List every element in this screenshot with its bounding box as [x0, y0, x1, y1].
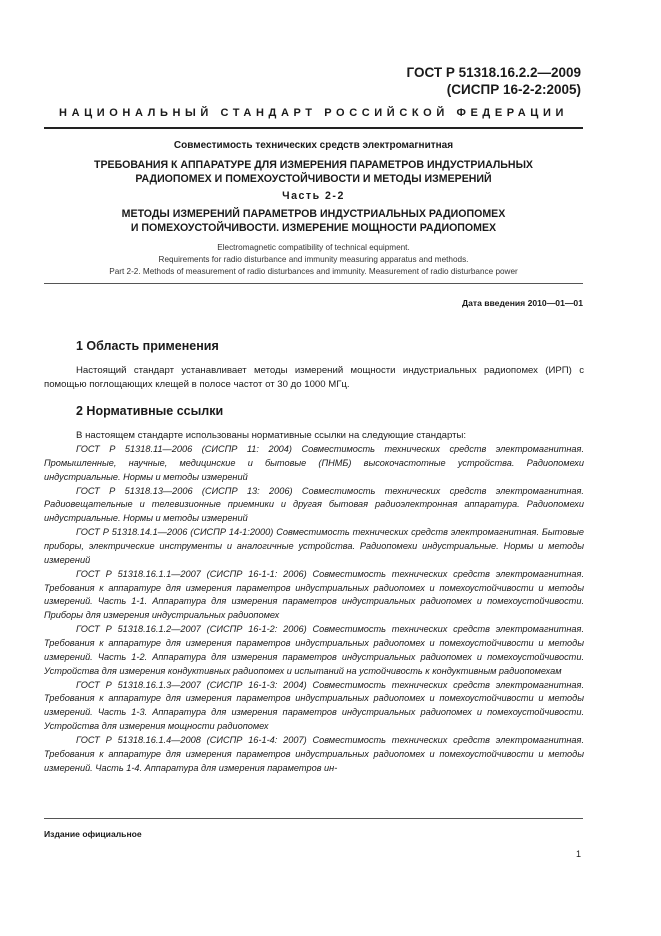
section-heading-references: 2 Нормативные ссылки: [76, 404, 224, 418]
reference-item: ГОСТ Р 51318.16.1.1—2007 (СИСПР 16-1-1: 2006) Совместимость технических средств электромагнитная. Требования к аппаратуре для измерения параметров индустриальных радиопомех и помехоустойчивости и методы измерений. Часть 1-1. Аппаратура для измерения параметров индустриальных радиопомех и помехоустойчивости. Приборы для измерения индустриальных радиопомех: [44, 568, 584, 621]
references-intro: В настоящем стандарте использованы нормативные ссылки на следующие стандарты:: [76, 430, 467, 441]
english-title: [44, 242, 583, 278]
header-divider: [44, 127, 583, 129]
reference-item: ГОСТ Р 51318.16.1.3—2007 (СИСПР 16-1-3: 2004) Совместимость технических средств электромагнитная. Требования к аппаратуре для измерения параметров индустриальных радиопомех и помехоустойчивости и методы измерений. Часть 1-3. Аппаратура для измерения параметров индустриальных радиопомех и помехоустойчивости. Устройства для измерения мощности радиопомех: [44, 679, 584, 732]
doc-number: ГОСТ Р 51318.16.2.2—2009: [406, 65, 581, 80]
reference-item: ГОСТ Р 51318.16.1.2—2007 (СИСПР 16-1-2: 2006) Совместимость технических средств электромагнитная. Требования к аппаратуре для измерения параметров индустриальных радиопомех и помехоустойчивости и методы измерений. Часть 1-2. Аппаратура для измерения параметров индустриальных радиопомех и помехоустойчивости. Устройства для измерения кондуктивных радиопомех и испытаний на устойчивость к кондуктивным радиопомехам: [44, 624, 584, 676]
footer-divider: [44, 818, 583, 819]
section-heading-scope: 1 Область применения: [76, 339, 219, 353]
english-title-line: Part 2-2. Methods of measurement of radio disturbances and immunity. Measurement of radio disturbance power: [109, 267, 518, 276]
compat-title: Совместимость технических средств электромагнитная: [173, 140, 454, 151]
reference-item: ГОСТ Р 51318.14.1—2006 (СИСПР 14-1:2000) Совместимость технических средств электромагнитная. Бытовые приборы, электрические инструменты и аналогичные устройства. Радиопомехи индустриальные. Нормы и методы измерений: [44, 527, 584, 565]
document-code: [407, 64, 582, 98]
scope-paragraph: Настоящий стандарт устанавливает методы измерений мощности индустриальных радиопомех (ИРП) с помощью поглощающих клещей в полосе частот от 30 до 1000 МГц.: [44, 365, 584, 390]
reference-item: ГОСТ Р 51318.11—2006 (СИСПР 11: 2004) Совместимость технических средств электромагнитная. Промышленные, научные, медицинские и бытовые (ПНМБ) высокочастотные устройства. Радиопомехи индустриальные. Нормы и методы измерений: [44, 444, 584, 482]
english-title-line: Electromagnetic compatibility of technical equipment.: [217, 243, 410, 252]
requirements-title-line: РАДИОПОМЕХ И ПОМЕХОУСТОЙЧИВОСТИ И МЕТОДЫ ИЗМЕРЕНИЙ: [135, 173, 492, 185]
page-number: 1: [575, 849, 581, 859]
reference-item: ГОСТ Р 51318.13—2006 (СИСПР 13: 2006) Совместимость технических средств электромагнитная. Радиовещательные и телевизионные приемники и другая бытовая радиоэлектронная аппаратура. Радиопомехи индустриальные. Нормы и методы измерений: [44, 485, 584, 524]
official-edition-label: Издание официальное: [44, 829, 142, 839]
national-standard-banner: НАЦИОНАЛЬНЫЙ СТАНДАРТ РОССИЙСКОЙ ФЕДЕРАЦИИ: [59, 107, 568, 119]
english-title-line: Requirements for radio disturbance and immunity measuring apparatus and methods.: [158, 255, 469, 264]
requirements-title-line: ТРЕБОВАНИЯ К АППАРАТУРЕ ДЛЯ ИЗМЕРЕНИЯ ПАРАМЕТРОВ ИНДУСТРИАЛЬНЫХ: [93, 159, 534, 171]
introduction-date: Дата введения 2010—01—01: [461, 298, 583, 308]
cispr-number: (СИСПР 16-2-2:2005): [446, 82, 581, 97]
part-label: Часть 2-2: [282, 190, 345, 202]
methods-title: [44, 207, 583, 235]
references-list: [44, 443, 584, 776]
title-divider: [44, 283, 583, 284]
requirements-title: [44, 158, 583, 186]
reference-item: ГОСТ Р 51318.16.1.4—2008 (СИСПР 16-1-4: 2007) Совместимость технических средств электромагнитная. Требования к аппаратуре для измерения параметров индустриальных радиопомех и помехоустойчивости и методы измерений. Часть 1-4. Аппаратура для измерения параметров ин-: [44, 735, 584, 773]
methods-title-line: МЕТОДЫ ИЗМЕРЕНИЙ ПАРАМЕТРОВ ИНДУСТРИАЛЬНЫХ РАДИОПОМЕХ: [121, 208, 506, 220]
methods-title-line: И ПОМЕХОУСТОЙЧИВОСТИ. ИЗМЕРЕНИЕ МОЩНОСТИ РАДИОПОМЕХ: [130, 222, 497, 234]
